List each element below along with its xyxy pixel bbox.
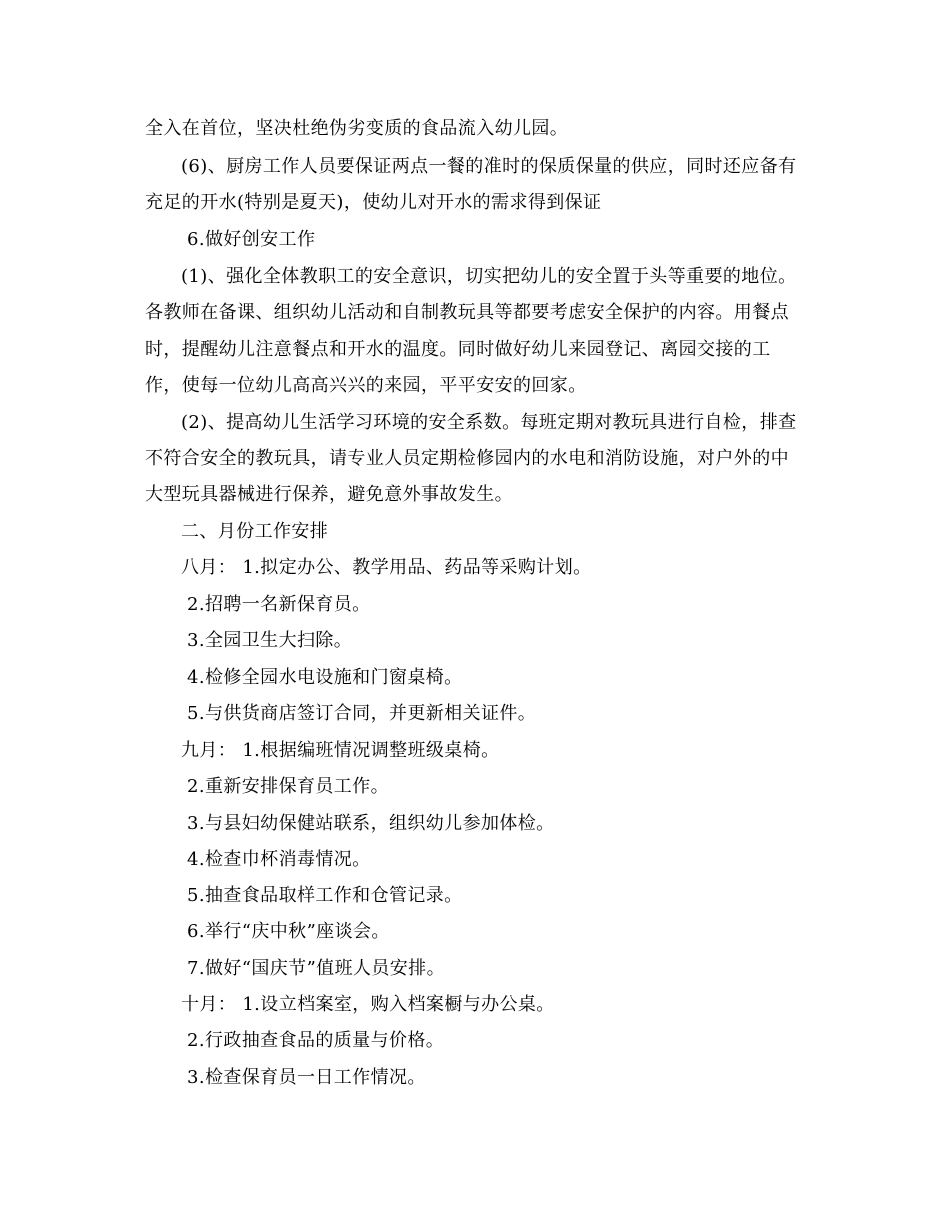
list-item: 5.与供货商店签订合同，并更新相关证件。 (187, 703, 537, 724)
month-item: 十月： 1.设立档案室，购入档案橱与办公桌。 (181, 994, 555, 1015)
text-line: 全入在首位，坚决杜绝伪劣变质的食品流入幼儿园。 (145, 118, 569, 139)
text-line: 各教师在备课、组织幼儿活动和自制教玩具等都要考虑安全保护的内容。用餐点 (145, 302, 789, 323)
text-line: (2)、提高幼儿生活学习环境的安全系数。每班定期对教玩具进行自检，排查 (181, 412, 797, 433)
text-line: 时，提醒幼儿注意餐点和开水的温度。同时做好幼儿来园登记、离园交接的工 (145, 339, 771, 360)
list-item: 2.招聘一名新保育员。 (187, 594, 371, 615)
text-line: 充足的开水(特别是夏天)，使幼儿对开水的需求得到保证 (145, 192, 602, 213)
list-item: 4.检查巾杯消毒情况。 (187, 849, 371, 870)
month-item: 九月： 1.根据编班情况调整班级桌椅。 (181, 740, 500, 761)
text-line: 不符合安全的教玩具，请专业人员定期检修园内的水电和消防设施，对户外的中 (145, 448, 789, 469)
text-line: 作，使每一位幼儿高高兴兴的来园，平平安安的回家。 (145, 375, 587, 396)
text-line: 大型玩具器械进行保养，避免意外事故发生。 (145, 484, 513, 505)
list-item: 3.全园卫生大扫除。 (187, 630, 353, 651)
list-item: 4.检修全园水电设施和门窗桌椅。 (187, 667, 463, 688)
list-item: 3.与县妇幼保健站联系，组织幼儿参加体检。 (187, 813, 555, 834)
list-item: 2.重新安排保育员工作。 (187, 776, 389, 797)
list-item: 3.检查保育员一日工作情况。 (187, 1067, 426, 1088)
month-item: 八月： 1.拟定办公、教学用品、药品等采购计划。 (181, 557, 592, 578)
list-item: 2.行政抽查食品的质量与价格。 (187, 1030, 445, 1051)
list-item: 7.做好“国庆节”值班人员安排。 (187, 958, 445, 979)
list-item: 6.举行“庆中秋”座谈会。 (187, 921, 390, 942)
text-line: (6)、厨房工作人员要保证两点一餐的准时的保质保量的供应，同时还应备有 (181, 156, 797, 177)
list-item: 5.抽查食品取样工作和仓管记录。 (187, 885, 463, 906)
text-line: (1)、强化全体教职工的安全意识，切实把幼儿的安全置于头等重要的地位。 (181, 266, 797, 287)
section-heading: 6.做好创安工作 (187, 229, 316, 250)
section-heading: 二、月份工作安排 (181, 521, 329, 542)
